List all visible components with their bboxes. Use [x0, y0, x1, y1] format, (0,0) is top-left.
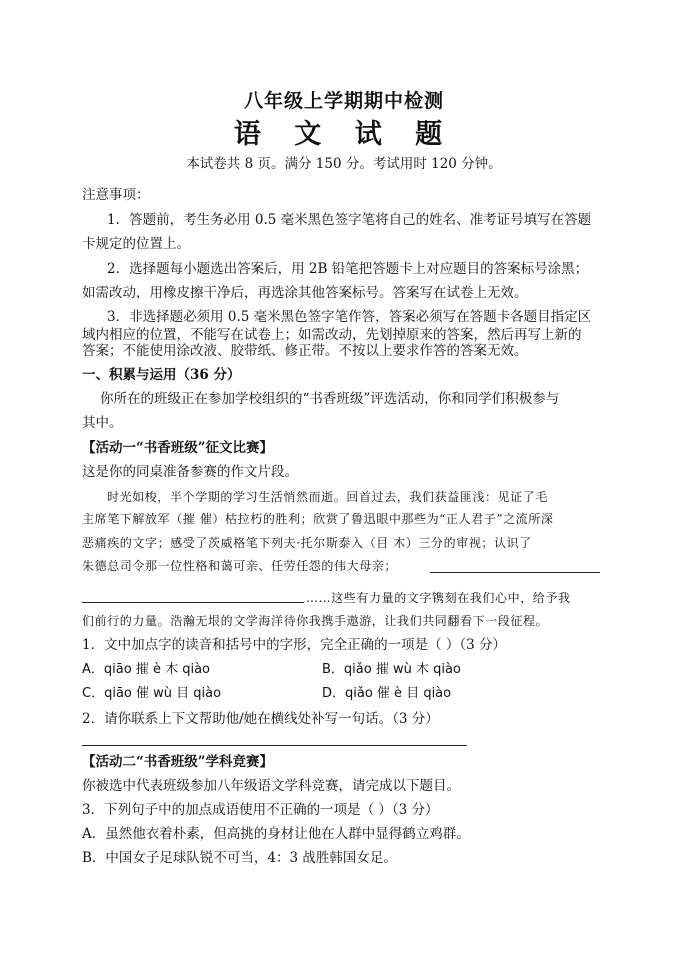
passage-line-6: 们前行的力量。浩瀚无垠的文学海洋待你我携手遨游，让我们共同翻看下一段征程。 [82, 614, 549, 628]
note-1-line-2: 卡规定的位置上。 [82, 236, 190, 252]
question-1-option-b: B．qiǎo 摧 wù 木 qiào [322, 662, 461, 677]
activity-1-heading: 【活动一“书香班级”征文比赛】 [82, 440, 274, 456]
note-1-line-1: 1．答题前，考生务必用 0.5 毫米黑色签字笔将自己的姓名、准考证号填写在答题 [107, 212, 592, 228]
activity-2-heading: 【活动二“书香班级”学科竞赛】 [82, 754, 274, 770]
section-1-intro-line-2: 其中。 [82, 415, 123, 431]
question-2-stem: 2．请你联系上下文帮助他/她在横线处补写一句话。（3 分） [82, 711, 439, 727]
question-1-stem: 1．文中加点字的读音和括号中的字形，完全正确的一项是（ ）（3 分） [82, 637, 507, 653]
question-3-option-a: A．虽然他衣着朴素，但高挑的身材让他在人群中显得鹤立鸡群。 [82, 826, 470, 842]
note-2-line-1: 2．选择题每小题选出答案后，用 2B 铅笔把答题卡上对应题目的答案标号涂黑； [107, 261, 589, 277]
note-3-line-1: 3．非选择题必须用 0.5 毫米黑色签字笔作答，答案必须写在答题卡各题目指定区 [107, 309, 592, 325]
passage-line-1: 时光如梭，半个学期的学习生活悄然而逝。回首过去，我们获益匪浅：见证了毛 [107, 490, 549, 504]
question-3-option-b: B．中国女子足球队锐不可当，4：3 战胜韩国女足。 [82, 850, 397, 866]
activity-1-desc: 这是你的同桌准备参赛的作文片段。 [82, 464, 298, 480]
section-1-heading: 一、积累与运用（36 分） [82, 367, 241, 383]
exam-info: 本试卷共 8 页。满分 150 分。考试用时 120 分钟。 [186, 156, 502, 172]
note-3-line-3: 答案；不能使用涂改液、胶带纸、修正带。不按以上要求作答的答案无效。 [82, 343, 528, 359]
question-1-option-d: D．qiǎo 催 è 目 qiào [322, 686, 452, 701]
passage-line-2: 主席笔下解放军（摧 催）枯拉朽的胜利；欣赏了鲁迅眼中那些为“正人君子”之流所深 [82, 512, 554, 526]
note-2-line-2: 如需改动，用橡皮擦干净后，再选涂其他答案标号。答案写在试卷上无效。 [82, 285, 528, 301]
activity-2-desc: 你被选中代表班级参加八年级语文学科竞赛，请完成以下题目。 [82, 778, 460, 794]
note-3-line-2: 域内相应的位置，不能写在试卷上；如需改动，先划掉原来的答案，然后再写上新的 [82, 327, 582, 343]
passage-line-4: 朱德总司令那一位性格和蔼可亲、任劳任怨的伟大母亲； [82, 559, 398, 573]
section-1-intro-line-1: 你所在的班级正在参加学校组织的“书香班级”评选活动，你和同学们积极参与 [100, 391, 560, 407]
notes-heading: 注意事项： [82, 187, 150, 203]
passage-line-5: ……这些有力量的文字镌刻在我们心中，给予我 [306, 591, 571, 605]
passage-line-3: 恶痛疾的文字；感受了茨威格笔下列夫·托尔斯泰入（目 木）三分的审视；认识了 [82, 536, 532, 550]
exam-title: 八年级上学期期中检测 [243, 90, 444, 112]
subject-title: 语 文 试 题 [233, 119, 455, 150]
answer-blank-2 [82, 602, 304, 603]
question-3-stem: 3．下列句子中的加点成语使用不正确的一项是（ ）（3 分） [82, 802, 439, 818]
question-1-option-c: C．qiāo 催 wù 目 qiào [82, 686, 222, 701]
question-1-option-a: A．qiāo 摧 è 木 qiào [82, 662, 210, 677]
answer-blank-1 [430, 572, 600, 573]
question-2-answer-line [82, 745, 467, 746]
